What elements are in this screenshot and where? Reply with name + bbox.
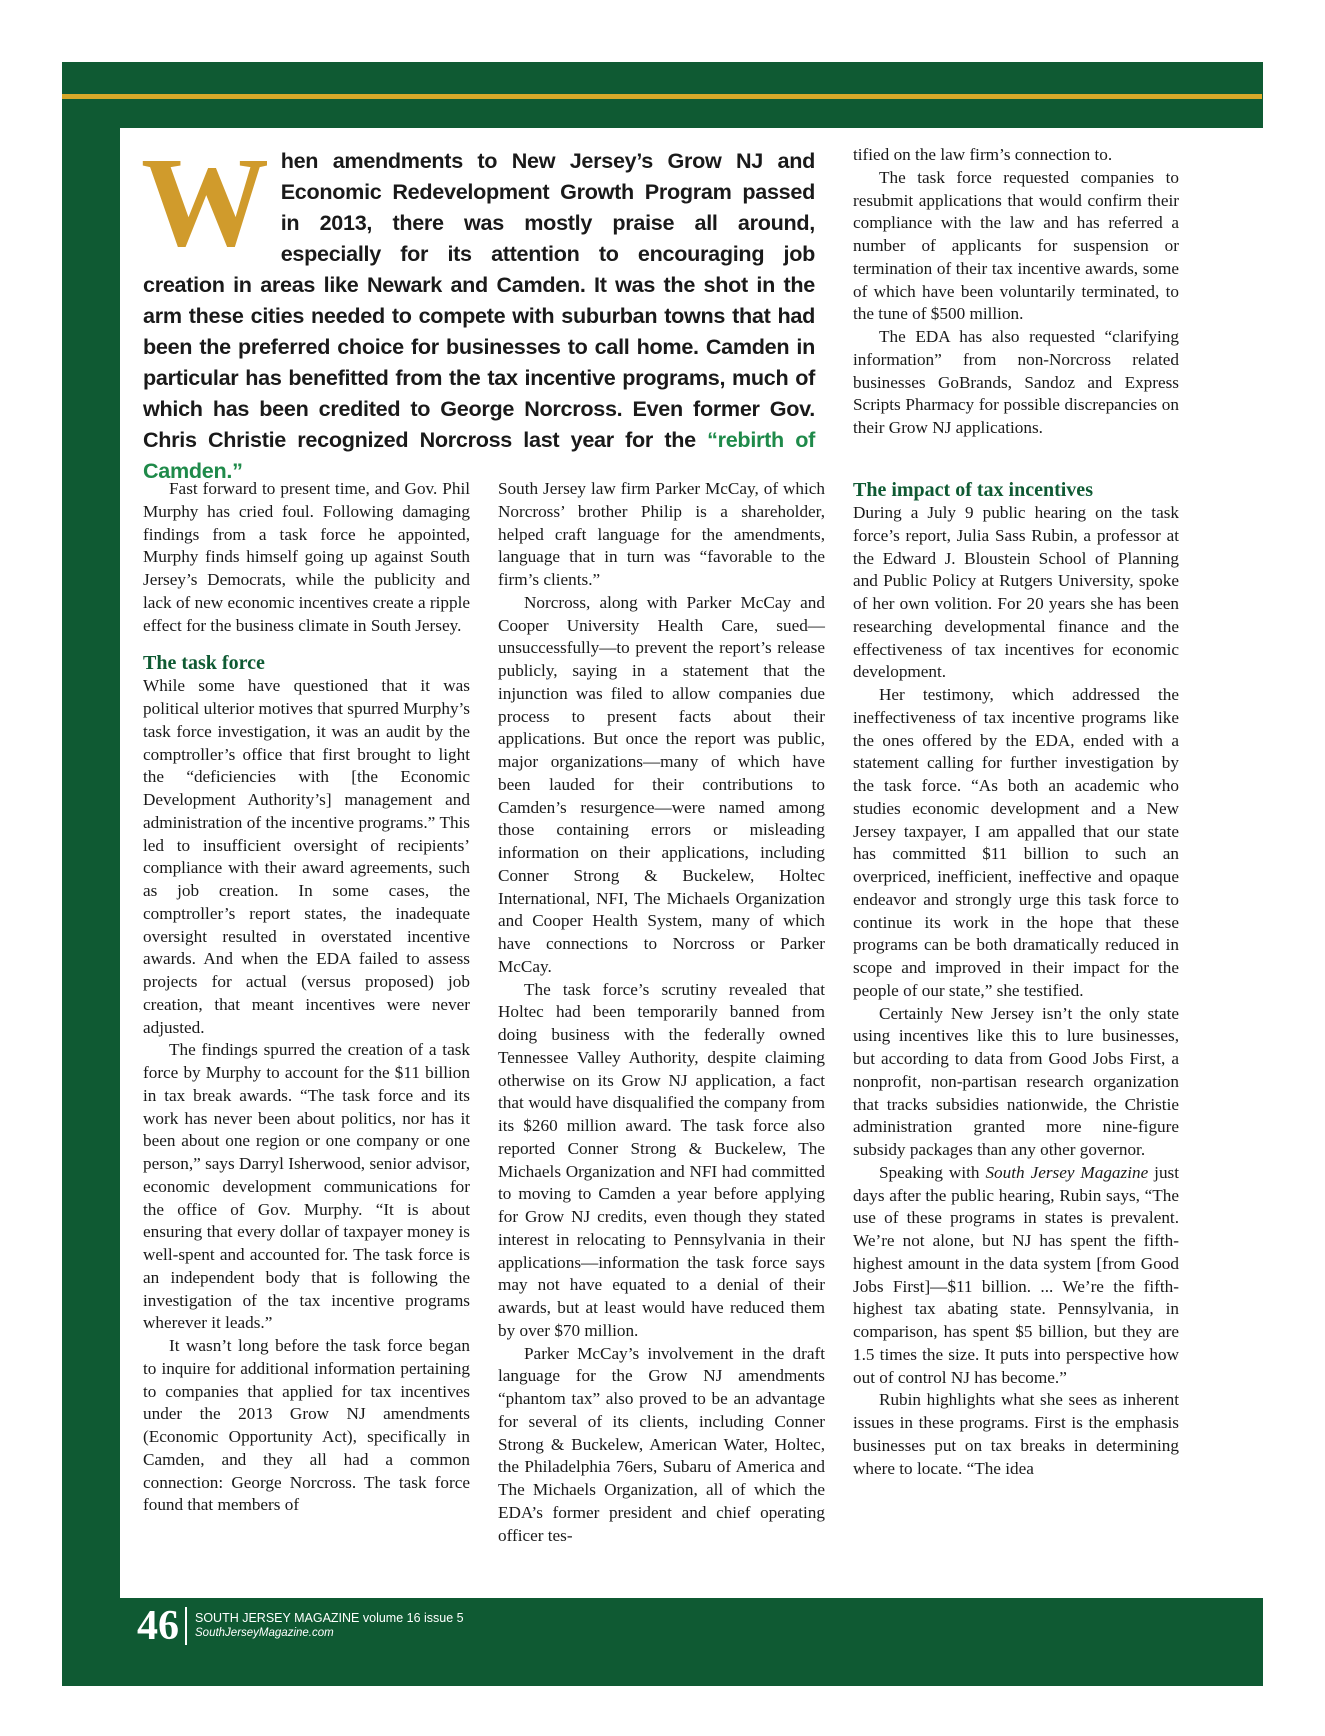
paragraph: Rubin highlights what she sees as inherent issues in these programs. First is the emphasis businesses put on tax breaks in determining where to locate. “The idea — [853, 1390, 1179, 1478]
paragraph: Certainly New Jersey isn’t the only state using incentives like this to lure businesses, but according to data from Good Jobs First, a nonprofit, non-partisan research organization that tracks subsidies nationwide, the Christie administration granted more nine-figure subsidy packages than any other governor. — [853, 1003, 1179, 1159]
paragraph: While some have questioned that it was political ulterior motives that spurred Murphy’s task force investigation, it was an audit by the comptroller’s office that first brought to light the “deficiencies with [the Economic Development Authority’s] management and administration of the incentive programs.” This led to insufficient oversight of recipients’ compliance with their award agreements, such as job creation. In some cases, the comptroller’s report states, the inadequate oversight resulted in overstated incentive awards. And when the EDA failed to assess projects for actual (versus proposed) job creation, that meant incentives were never adjusted. — [143, 676, 470, 1037]
subhead-task-force: The task force — [143, 652, 265, 675]
paragraph: Parker McCay’s involvement in the draft language for the Grow NJ amendments “phantom tax” also proved to be an advantage for several of its clients, including Conner Strong & Buckelew, American Water, Holtec, the Philadelphia 76ers, Subaru of America and The Michaels Organization, all of which the EDA’s former president and chief operating officer tes- — [498, 1343, 825, 1545]
page-footer — [137, 1604, 464, 1648]
paragraph: The task force’s scrutiny revealed that Holtec had been temporarily banned from doing business with the federally owned Tennessee Valley Authority, despite claiming otherwise on its Grow NJ application, a fact that would have disqualified the company from its $260 million award. The task force also reported Conner Strong & Buckelew, The Michaels Organization and NFI had committed to moving to Camden a year before applying for Grow NJ credits, even though they stated interest in relocating to Pennsylvania in their applications—information the task force says may not have equated to a denial of their awards, but at least would have reduced them by over $70 million. — [498, 979, 825, 1340]
footer-divider — [185, 1607, 187, 1645]
paragraph: The task force requested companies to resubmit applications that would confirm their compliance with the law and has referred a number of applicants for suspension or termination of their tax incentive awards, some of which have been voluntarily terminated, to the tune of $500 million. — [853, 167, 1179, 324]
paragraph: During a July 9 public hearing on the task force’s report, Julia Sass Rubin, a professor at the Edward J. Bloustein School of Planning and Public Policy at Rutgers University, spoke of her own volition. For 20 years she has been researching developmental finance and the effectiveness of tax incentives for economic development. — [853, 503, 1179, 682]
paragraph: Her testimony, which addressed the ineffectiveness of tax incentive programs like the ones offered by the EDA, ended with a statement calling for further investigation by the task force. “As both an academic who studies economic development and a New Jersey taxpayer, I am appalled that our state has committed $11 billion to such an overpriced, inefficient, ineffective and opaque endeavor and strongly urge this task force to continue its work in the hope that these programs can be both dramatically reduced in scope and improved in their impact for the people of our state,” she testified. — [853, 685, 1179, 1000]
paragraph: tified on the law firm’s connection to. — [853, 145, 1113, 164]
lede-accent: “rebirth of Camden.” — [143, 427, 815, 483]
magazine-title: SOUTH JERSEY MAGAZINE — [195, 1611, 360, 1625]
paragraph: The EDA has also requested “clarifying information” from non-Norcross related businesses GoBrands, Sandoz and Express Scripts Pharmacy for possible discrepancies on their Grow NJ applications. — [853, 327, 1179, 437]
magazine-name: South Jersey Magazine — [985, 1162, 1149, 1182]
paragraph: It wasn’t long before the task force began to inquire for additional information pertaining to companies that applied for tax incentives under the 2013 Grow NJ amendments (Economic Opportunity Act), specifically in Camden, and they all had a common connection: George Norcross. The task force found that members of — [143, 1336, 470, 1515]
lede-text: hen amendments to New Jersey’s Grow NJ and Economic Redevelopment Growth Program passed in 2013, there was mostly praise all around, especially for its attention to encouraging job creation in areas like Newark and Camden. It was the shot in the arm these cities needed to compete with suburban towns that had been the preferred choice for businesses to call home. Camden in particular has benefitted from the tax incentive programs, much of which has been credited to George Norcross. Even former Gov. Chris Christie recognized Norcross last year for the — [143, 148, 815, 452]
lede-paragraph — [141, 131, 815, 486]
column-1 — [143, 478, 470, 1517]
gold-rule — [62, 94, 1263, 99]
column-2 — [498, 478, 825, 1547]
subhead-impact: The impact of tax incentives — [853, 479, 1093, 501]
paragraph: The findings spurred the creation of a task force by Murphy to account for the $11 billion in tax break awards. “The task force and its work has never been about politics, nor has it been about one region or one company or one person,” says Darryl Isherwood, senior advisor, economic development communications for the office of Gov. Murphy. “It is about ensuring that every dollar of taxpayer money is well-spent and accounted for. The task force is an independent body that is following the investigation of the tax incentive programs wherever it leads.” — [143, 1040, 470, 1333]
left-border — [62, 128, 120, 1686]
paragraph: South Jersey law firm Parker McCay, of which Norcross’ brother Philip is a shareholder, helped craft language for the amendments, language that in turn was “favorable to the firm’s clients.” — [498, 479, 825, 589]
text-run: just days after the public hearing, Rubin says, “The use of these programs in states is prevalent. We’re not alone, but NJ has spent the fifth-highest amount in the data system [from Good Jobs First]—$11 billion. ... We’re the fifth-highest tax abating state. Pennsylvania, in comparison, has spent $5 billion, but they are 1.5 times the size. It puts into perspective how out of control NJ has become.” — [853, 1162, 1179, 1387]
magazine-url: SouthJerseyMagazine.com — [195, 1627, 334, 1639]
paragraph: Fast forward to present time, and Gov. Phil Murphy has cried foul. Following damaging findings from a task force he appointed, Murphy finds himself going up against South Jersey’s Democrats, while the publicity and lack of new economic incentives create a ripple effect for the business climate in South Jersey. — [143, 479, 470, 635]
text-run: Speaking with — [879, 1162, 986, 1182]
issue-info: volume 16 issue 5 — [362, 1611, 464, 1625]
page-number: 46 — [137, 1603, 179, 1649]
column-3-top — [853, 144, 1179, 440]
column-3 — [853, 478, 1179, 1480]
drop-cap: W — [141, 131, 269, 273]
footer-credits — [195, 1611, 464, 1641]
paragraph — [853, 1162, 1179, 1390]
paragraph: Norcross, along with Parker McCay and Cooper University Health Care, sued—unsuccessfully—to prevent the report’s release publicly, saying in a statement that the injunction was filed to allow companies due process to present facts about their applications. But once the report was public, major organizations—many of which have been lauded for their contributions to Camden’s resurgence—were named among those containing errors or misleading information on their applications, including Conner Strong & Buckelew, Holtec International, NFI, The Michaels Organization and Cooper Health System, many of which have connections to Norcross or Parker McCay. — [498, 592, 825, 976]
